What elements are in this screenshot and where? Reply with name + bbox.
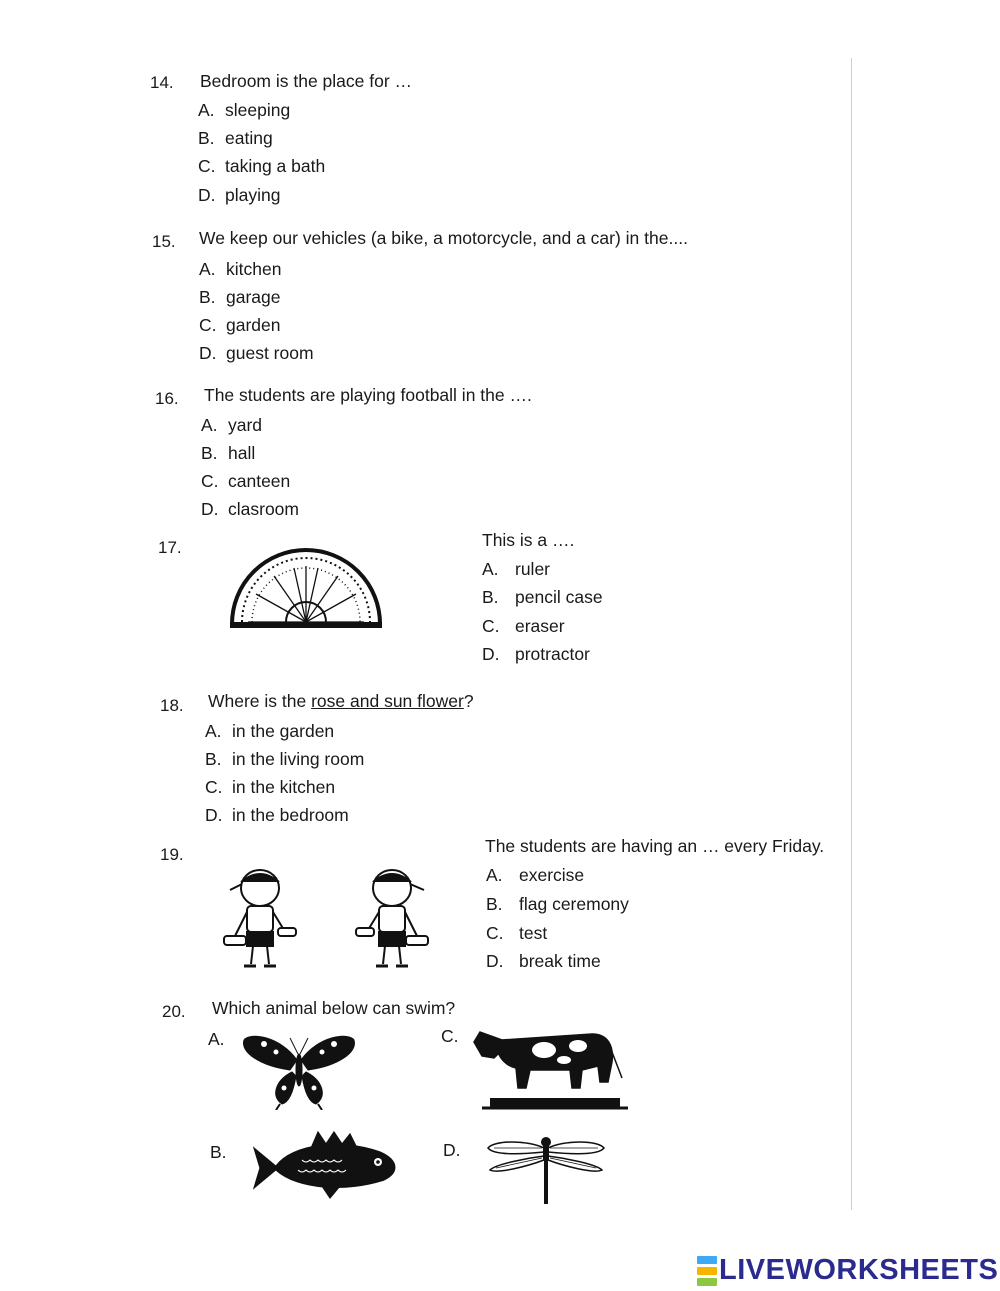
question-text: Bedroom is the place for … xyxy=(200,71,413,91)
option-c[interactable]: C. test xyxy=(486,923,548,943)
exercising-students-picture xyxy=(220,860,432,970)
option-c[interactable]: C. taking a bath xyxy=(198,156,326,176)
question-text: The students are playing football in the …. xyxy=(204,385,532,405)
option-d[interactable]: D. in the bedroom xyxy=(205,805,349,825)
fish-icon[interactable] xyxy=(252,1130,402,1200)
option-c[interactable]: C. in the kitchen xyxy=(205,777,336,797)
question-text: Which animal below can swim? xyxy=(212,998,456,1018)
option-b[interactable]: B. hall xyxy=(201,443,256,463)
option-a[interactable]: A. exercise xyxy=(486,865,585,885)
option-b[interactable]: B. pencil case xyxy=(482,587,603,607)
option-a-letter[interactable]: A. xyxy=(208,1029,225,1049)
question-number: 16. xyxy=(155,389,179,408)
option-b[interactable]: B. flag ceremony xyxy=(486,894,629,914)
liveworksheets-logo[interactable] xyxy=(697,1254,998,1287)
option-a[interactable]: A. kitchen xyxy=(199,259,282,279)
question-number: 18. xyxy=(160,696,184,715)
logo-mark-icon xyxy=(697,1256,717,1286)
option-d[interactable]: D. protractor xyxy=(482,644,590,664)
brand-name: LIVEWORKSHEETS xyxy=(719,1254,999,1286)
option-b[interactable]: B. eating xyxy=(198,128,273,148)
option-c[interactable]: C. garden xyxy=(199,315,281,335)
option-d[interactable]: D. clasroom xyxy=(201,499,299,519)
page-margin-line xyxy=(851,58,852,1210)
protractor-picture xyxy=(228,544,384,630)
option-d-letter[interactable]: D. xyxy=(443,1140,461,1160)
question-number: 19. xyxy=(160,845,184,864)
dragonfly-icon[interactable] xyxy=(484,1134,608,1206)
question-number: 20. xyxy=(162,1002,186,1021)
option-c-letter[interactable]: C. xyxy=(441,1026,459,1046)
question-text: Where is the rose and sun flower? xyxy=(208,691,474,711)
butterfly-icon[interactable] xyxy=(240,1030,358,1110)
option-b-letter[interactable]: B. xyxy=(210,1142,227,1162)
option-a[interactable]: A. ruler xyxy=(482,559,551,579)
option-a[interactable]: A. sleeping xyxy=(198,100,291,120)
question-text: This is a …. xyxy=(482,530,575,550)
option-b[interactable]: B. in the living room xyxy=(205,749,365,769)
option-c[interactable]: C. canteen xyxy=(201,471,291,491)
question-text: The students are having an … every Friday. xyxy=(485,836,825,856)
option-d[interactable]: D. guest room xyxy=(199,343,314,363)
question-number: 14. xyxy=(150,73,174,92)
option-d[interactable]: D. break time xyxy=(486,951,601,971)
option-a[interactable]: A. in the garden xyxy=(205,721,335,741)
option-b[interactable]: B. garage xyxy=(199,287,281,307)
cow-icon[interactable] xyxy=(472,1022,628,1116)
question-number: 17. xyxy=(158,538,182,557)
question-text: We keep our vehicles (a bike, a motorcycle, and a car) in the.... xyxy=(199,228,688,248)
option-c[interactable]: C. eraser xyxy=(482,616,565,636)
option-d[interactable]: D. playing xyxy=(198,185,281,205)
question-number: 15. xyxy=(152,232,176,251)
option-a[interactable]: A. yard xyxy=(201,415,263,435)
